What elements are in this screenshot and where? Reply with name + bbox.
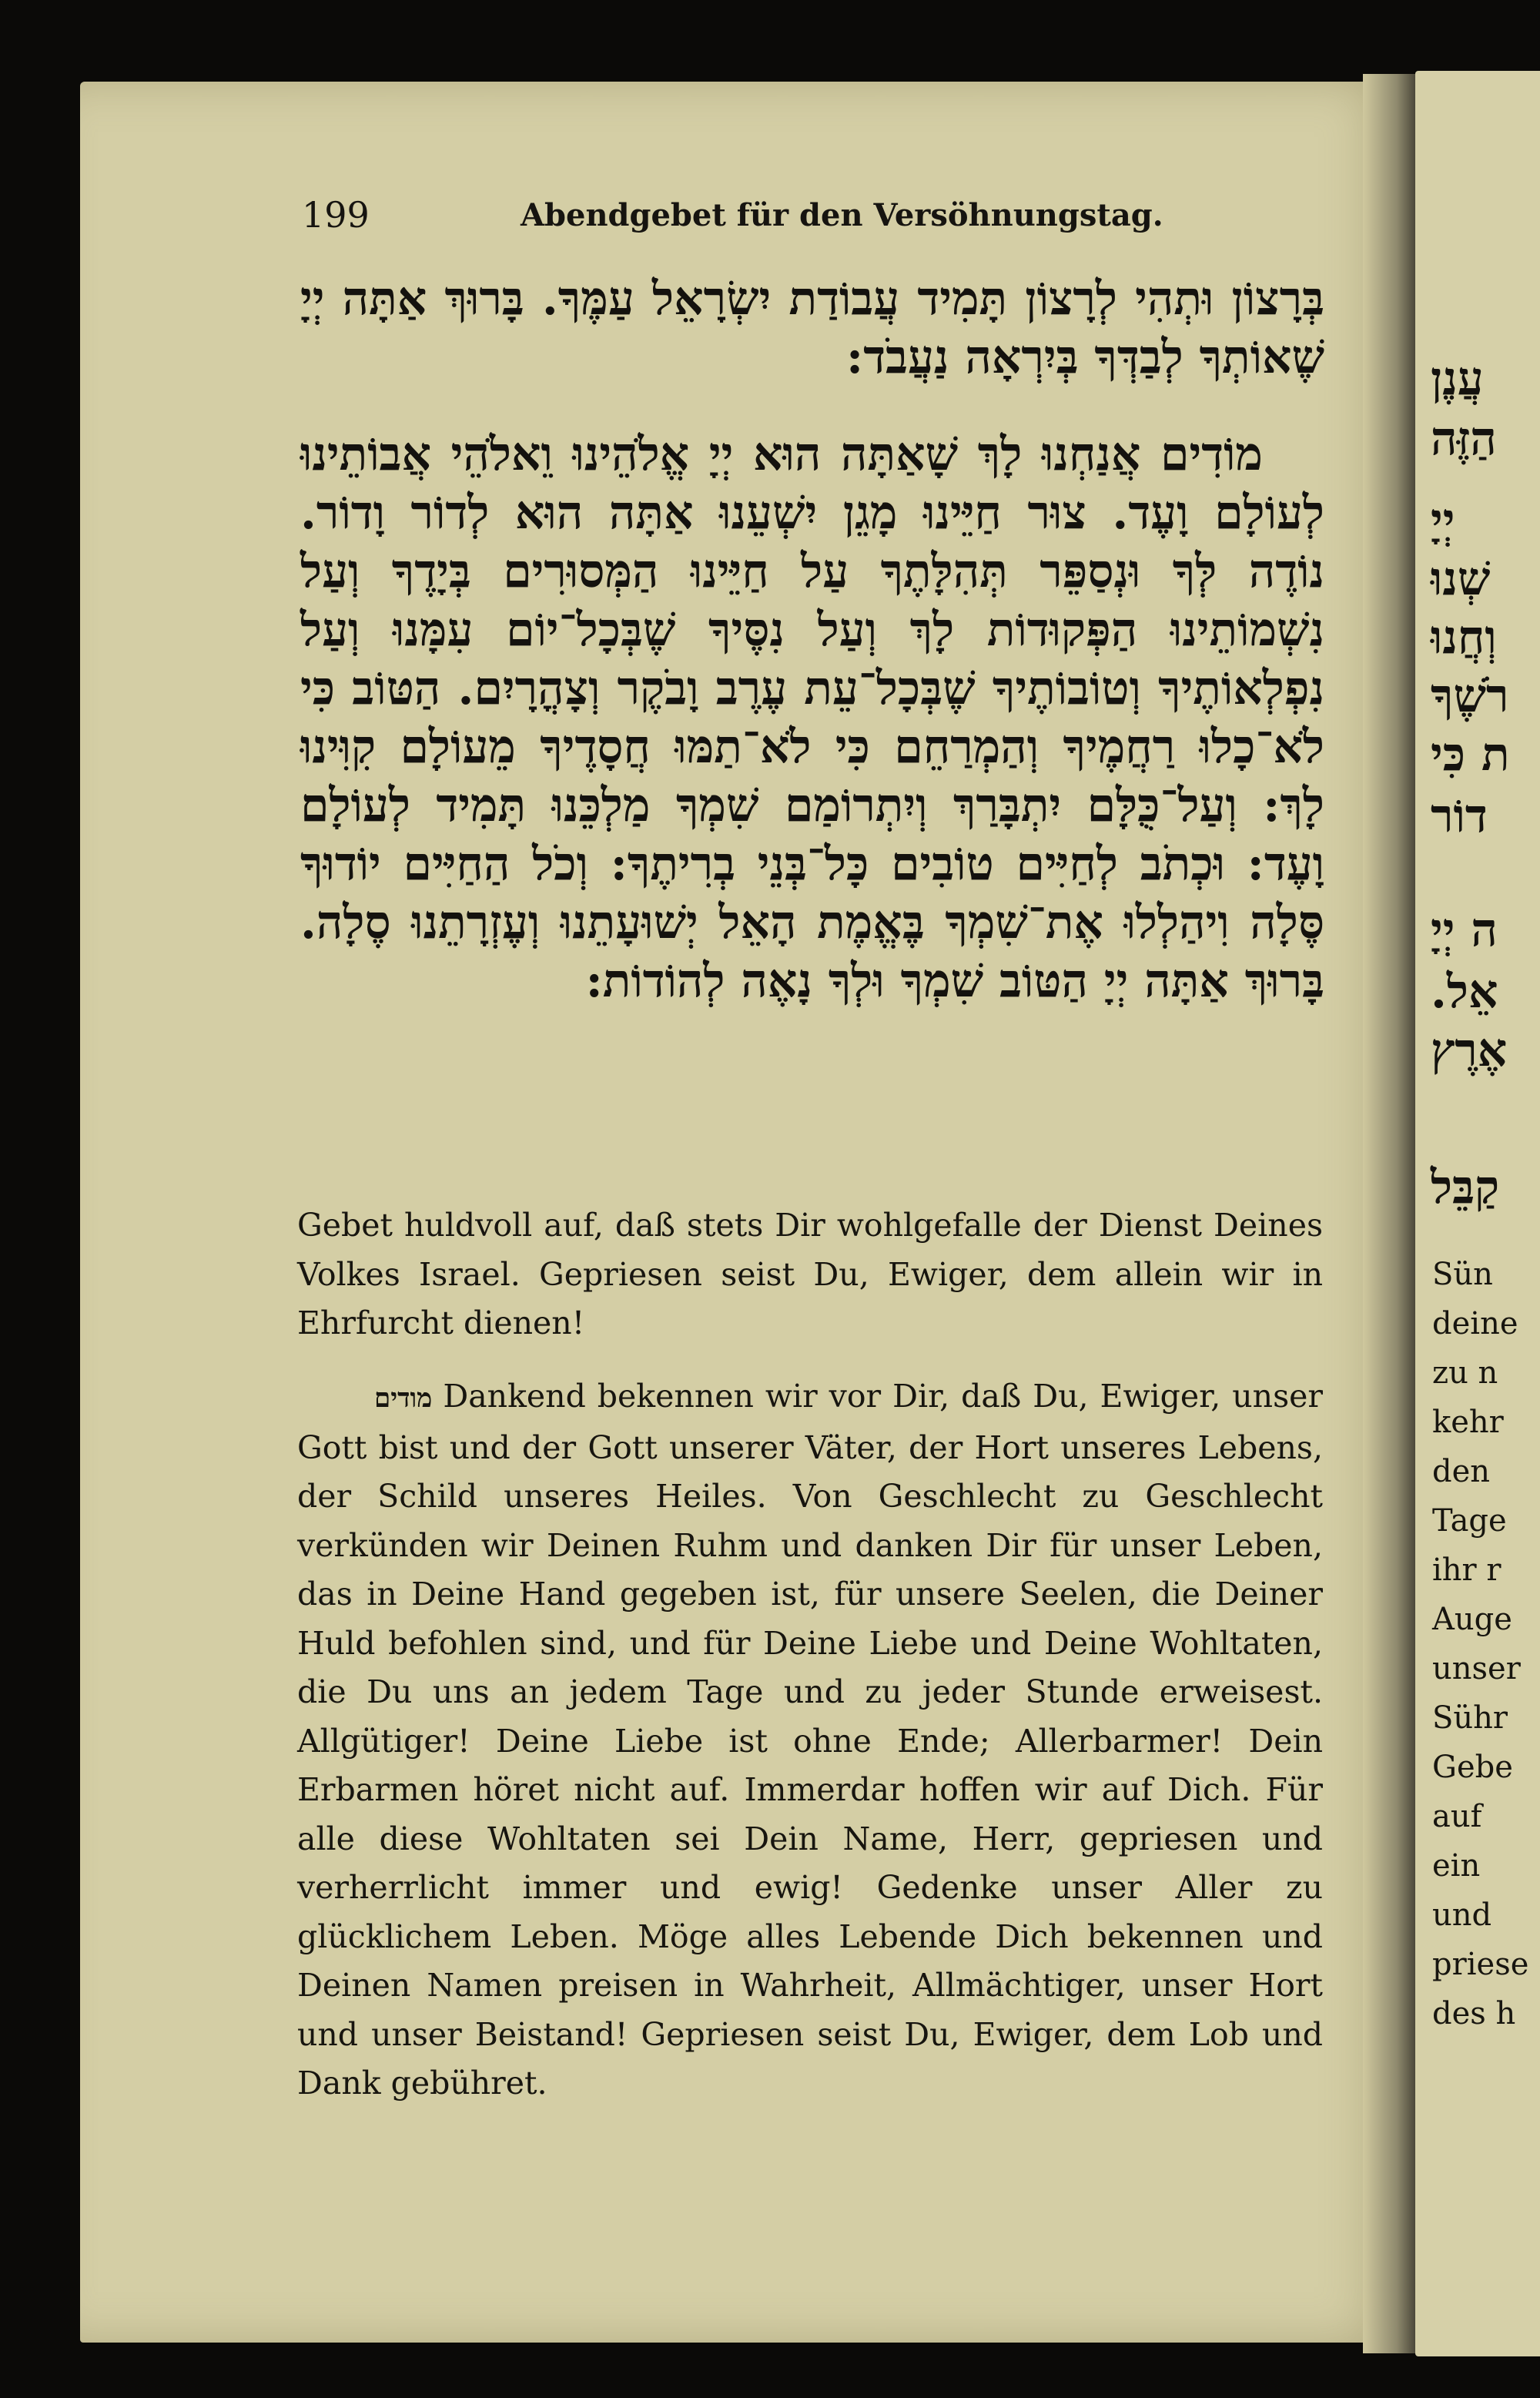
facing-hebrew-fragment: ת כִּי: [1431, 728, 1510, 782]
hebrew-paragraph-2-text: מוֹדִים אֲנַחְנוּ לָךְ שָׁאַתָּה הוּא יְיָ אֱלֹהֵינוּ וֵאלֹהֵי אֲבוֹתֵינוּ לְעוֹלָם וָעֶד. צוּר חַיֵּינוּ מָגֵן יִשְׁעֵנוּ אַתָּה הוּא לְדוֹר וָדוֹר. נוֹדֶה לְּךָ וּנְסַפֵּר תְּהִלָּתֶךָ עַל חַיֵּינוּ הַמְּסוּרִים בְּיָדֶךָ וְעַל נִשְׁמוֹתֵינוּ הַפְּקוּדוֹת לָךְ וְעַל נִסֶּיךָ שֶׁבְּכָל־יוֹם עִמָּנוּ וְעַל נִפְלְאוֹתֶיךָ וְטוֹבוֹתֶיךָ שֶׁבְּכָל־עֵת עֶרֶב וָבֹקֶר וְצָהֳרָיִם. הַטּוֹב כִּי לֹא־כָלוּ רַחֲמֶיךָ וְהַמְרַחֵם כִּי לֹא־תַמּוּ חֲסָדֶיךָ מֵעוֹלָם קִוִּינוּ לָךְ: וְעַל־כֻּלָּם יִתְבָּרַךְ וְיִתְרוֹמַם שִׁמְךָ מַלְכֵּנוּ תָּמִיד לְעוֹלָם וָעֶד: וּכְתֹב לְחַיִּים טוֹבִים כָּל־בְּנֵי בְרִיתֶךָ: וְכֹל הַחַיִּים יוֹדוּךָ סֶּלָה וִיהַלְלוּ אֶת־שִׁמְךָ בֶּאֱמֶת הָאֵל יְשׁוּעָתֵנוּ וְעֶזְרָתֵנוּ סֶלָה. בָּרוּךְ אַתָּה יְיָ הַטּוֹב שִׁמְךָ וּלְךָ נָאֶה לְהוֹדוֹת:: [300, 427, 1324, 1008]
facing-german-fragment: Auge: [1432, 1602, 1512, 1637]
facing-hebrew-fragment: דוֹר: [1431, 789, 1488, 843]
facing-german-fragment: Gebe: [1432, 1750, 1513, 1785]
facing-german-fragment: und: [1432, 1897, 1492, 1933]
facing-german-fragment: Sühr: [1432, 1700, 1508, 1736]
facing-german-fragment: deine: [1432, 1306, 1518, 1341]
facing-german-fragment: den: [1432, 1454, 1491, 1489]
hebrew-paragraph-2: [300, 425, 1324, 1164]
facing-hebrew-fragment: קַבֵּל: [1431, 1160, 1500, 1214]
facing-hebrew-fragment: שְׁנוּ: [1431, 552, 1491, 606]
page-number: 199: [302, 194, 370, 236]
facing-page: [1415, 71, 1540, 2356]
running-title: Abendgebet für den Versöhnungstag.: [521, 197, 1163, 233]
facing-german-fragment: zu n: [1432, 1355, 1498, 1391]
facing-german-fragment: ihr r: [1432, 1552, 1502, 1588]
german-paragraph-2-text: Dankend bekennen wir vor Dir, daß Du, Ewiger, unser Gott bist und der Gott unserer Väter, der Hort unseres Lebens, der Schild unseres Heiles. Von Geschlecht zu Geschlecht verkünden wir Deinen Ruhm und danken Dir für unser Leben, das in Deine Hand gegeben ist, für unsere Seelen, die Deiner Huld befohlen sind, und für Deine Liebe und Deine Wohltaten, die Du uns an jedem Tage und zu jeder Stunde erweisest. Allgütiger! Deine Liebe ist ohne Ende; Allerbarmer! Dein Erbarmen höret nicht auf. Immerdar hoffen wir auf Dich. Für alle diese Wohltaten sei Dein Name, Herr, gepriesen und verherrlicht immer und ewig! Gedenke unser Aller zu glücklichem Leben. Möge alles Lebende Dich bekennen und Deinen Namen preisen in Wahrheit, Allmächtiger, unser Hort und unser Beistand! Gepriesen seist Du, Ewiger, dem Lob und Dank gebühret.: [297, 1378, 1323, 2102]
facing-german-fragment: kehr: [1432, 1405, 1504, 1440]
facing-hebrew-fragment: יְיָ: [1431, 494, 1455, 548]
hebrew-paragraph-1: בְּרָצוֹן וּתְהִי לְרָצוֹן תָּמִיד עֲבוֹדַת יִשְׂרָאֵל עַמֶּךָ. בָּרוּךְ אַתָּה יְיָ שֶׁאוֹתְךָ לְבַדְּךָ בְּיִרְאָה נַעֲבֹד:: [300, 272, 1324, 384]
facing-hebrew-fragment: הַזֶּה: [1431, 412, 1497, 466]
facing-german-fragment: Tage: [1432, 1503, 1507, 1539]
facing-hebrew-fragment: עֲנֶן: [1431, 352, 1484, 406]
hebrew-cue-word: מודים: [374, 1383, 433, 1414]
facing-german-fragment: des h: [1432, 1996, 1516, 2031]
facing-hebrew-fragment: רֹשֶׁךָ: [1431, 669, 1509, 723]
facing-german-fragment: ein: [1432, 1848, 1481, 1884]
facing-german-fragment: Sün: [1432, 1257, 1493, 1292]
page-header: [302, 194, 1318, 240]
facing-german-fragment: priese: [1432, 1947, 1529, 1982]
facing-hebrew-fragment: אֶרֶץ: [1431, 1023, 1508, 1077]
facing-hebrew-fragment: אֵל.: [1431, 965, 1498, 1019]
facing-german-fragment: unser: [1432, 1651, 1521, 1686]
facing-hebrew-fragment: ה יְיָ: [1431, 903, 1498, 957]
facing-hebrew-fragment: וְחֲנוּ: [1431, 611, 1497, 665]
german-paragraph-1: Gebet huldvoll auf, daß stets Dir wohlgefalle der Dienst Deines Volkes Israel. Gepriesen seist Du, Ewiger, dem allein wir in Ehrfurcht dienen!: [297, 1207, 1323, 1341]
german-paragraph-2: [297, 1372, 1323, 2102]
facing-german-fragment: auf: [1432, 1799, 1482, 1834]
